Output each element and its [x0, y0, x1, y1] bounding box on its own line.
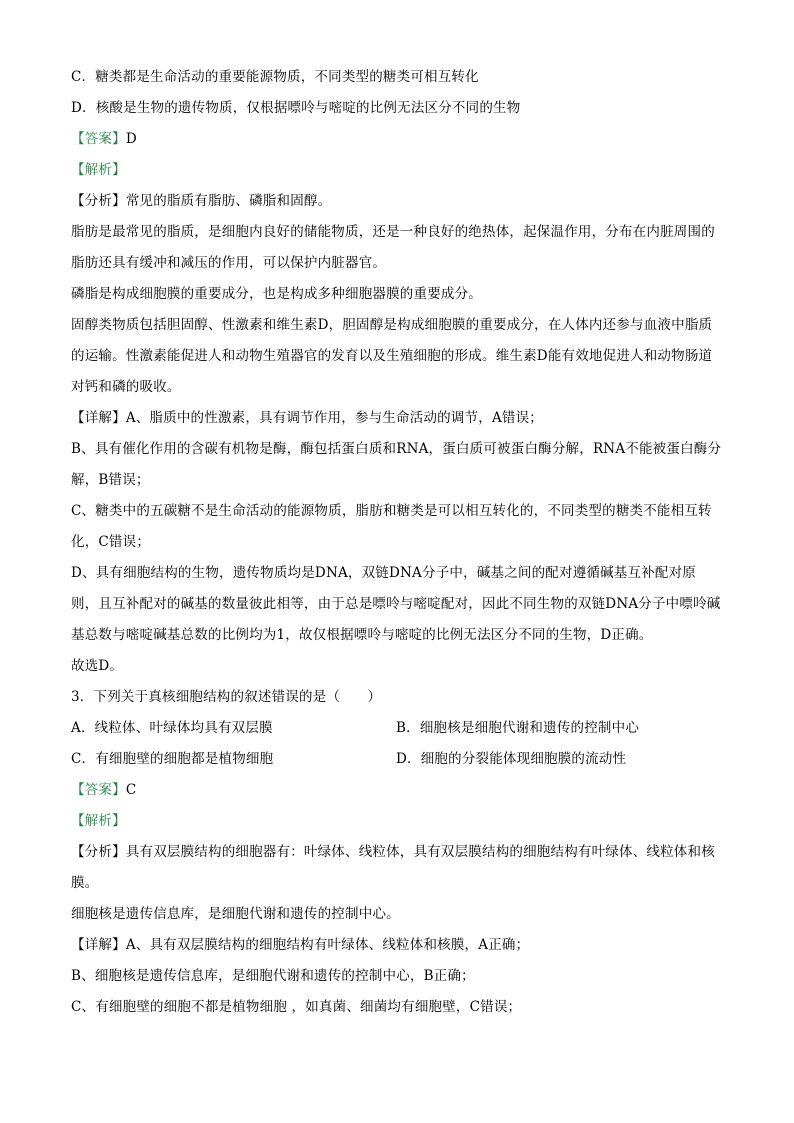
detail-b-q3: B、细胞核是遗传信息库，是细胞代谢和遗传的控制中心，B正确；	[71, 968, 475, 984]
options-row-ab	[71, 713, 723, 744]
analysis-tag-q3: 【解析】	[71, 813, 126, 829]
option-d-q2: D．核酸是生物的遗传物质，仅根据嘌呤与嘧啶的比例无法区分不同的生物	[71, 100, 521, 116]
answer-value: D	[125, 131, 137, 147]
paragraph-nucleus: 细胞核是遗传信息库，是细胞代谢和遗传的控制中心。	[71, 906, 400, 922]
fenxi-line-q2	[71, 186, 723, 217]
xiangjie-tag: 【详解】	[71, 410, 126, 426]
paragraph-fat: 脂肪是最常见的脂质，是细胞内良好的储能物质，还是一种良好的绝热体，起保温作用，分布在内脏周围的脂肪还具有缓冲和减压的作用，可以保护内脏器官。	[71, 224, 715, 271]
option-d-q3: D．细胞的分裂能体现细胞膜的流动性	[396, 751, 627, 767]
fenxi-tag: 【分析】	[71, 193, 126, 209]
fenxi-line-q3	[71, 837, 723, 899]
fenxi-tag-q3: 【分析】	[71, 844, 126, 860]
detail-a-text-q3: A、具有双层膜结构的细胞结构有叶绿体、线粒体和核膜，A正确；	[125, 937, 530, 953]
option-b-q3: B．细胞核是细胞代谢和遗传的控制中心	[396, 720, 640, 736]
fenxi-text: 常见的脂质有脂肪、磷脂和固醇。	[125, 193, 332, 209]
answer-line-q2	[71, 124, 723, 155]
detail-a-line-q3	[71, 930, 723, 961]
option-c-q3: C．有细胞壁的细胞都是植物细胞	[71, 751, 274, 767]
detail-b-q2: B、具有催化作用的含碳有机物是酶，酶包括蛋白质和RNA，蛋白质可被蛋白酶分解，RNA不能被蛋白酶分解，B错误；	[71, 441, 722, 488]
detail-d-q2: D、具有细胞结构的生物，遗传物质均是DNA，双链DNA分子中，碱基之间的配对遵循碱基互补配对原则，且互补配对的碱基的数量彼此相等，由于总是嘌呤与嘧啶配对，因此不同生物的双链DNA分子中嘌呤碱基总数与嘧啶碱基总数的比例均为1，故仅根据嘌呤与嘧啶的比例无法区分不同的生物，D正确。	[71, 565, 721, 643]
paragraph-phospholipid: 磷脂是构成细胞膜的重要成分，也是构成多种细胞器膜的重要成分。	[71, 286, 482, 302]
document-content	[71, 62, 723, 1023]
conclusion-q2: 故选D。	[71, 658, 124, 674]
question-3-stem: 3．下列关于真核细胞结构的叙述错误的是（ ）	[71, 689, 382, 705]
option-c-q2: C．糖类都是生命活动的重要能源物质，不同类型的糖类可相互转化	[71, 69, 479, 85]
detail-a-line-q2	[71, 403, 723, 434]
detail-c-q2: C、糖类中的五碳糖不是生命活动的能源物质，脂肪和糖类是可以相互转化的，不同类型的糖类不能相互转化，C错误；	[71, 503, 712, 550]
option-a-q3: A．线粒体、叶绿体均具有双层膜	[71, 720, 273, 736]
fenxi-text-q3: 具有双层膜结构的细胞器有：叶绿体、线粒体，具有双层膜结构的细胞结构有叶绿体、线粒体和核膜。	[71, 844, 715, 891]
answer-tag: 【答案】	[71, 131, 126, 147]
analysis-line-q2	[71, 155, 723, 186]
answer-value-q3: C	[125, 782, 137, 798]
detail-a-text: A、脂质中的性激素，具有调节作用，参与生命活动的调节，A错误；	[125, 410, 544, 426]
paragraph-sterol: 固醇类物质包括胆固醇、性激素和维生素D，胆固醇是构成细胞膜的重要成分，在人体内还参与血液中脂质的运输。性激素能促进人和动物生殖器官的发育以及生殖细胞的形成。维生素D能有效地促进人和动物肠道对钙和磷的吸收。	[71, 317, 713, 395]
analysis-line-q3	[71, 806, 723, 837]
analysis-tag: 【解析】	[71, 162, 126, 178]
detail-c-q3: C、有细胞壁的细胞不都是植物细胞 ，如真菌、细菌均有细胞壁，C错误；	[71, 999, 522, 1015]
answer-line-q3	[71, 775, 723, 806]
options-row-cd	[71, 744, 723, 775]
xiangjie-tag-q3: 【详解】	[71, 937, 126, 953]
answer-tag-q3: 【答案】	[71, 782, 126, 798]
